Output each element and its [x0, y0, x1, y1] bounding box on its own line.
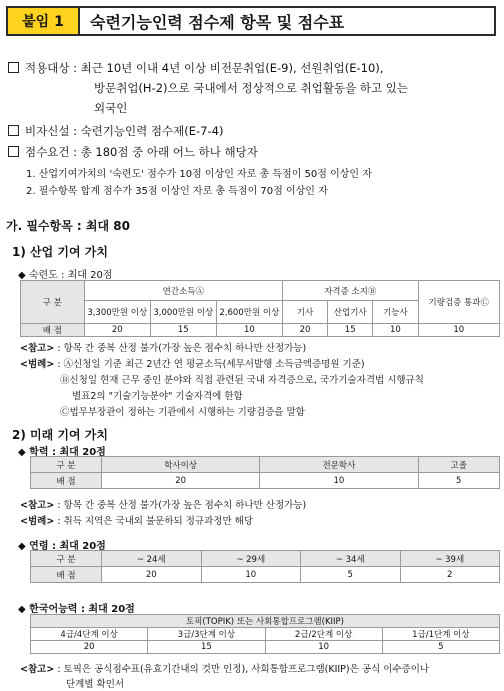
checkbox-square-icon: [8, 125, 19, 136]
table-cell: 15: [148, 641, 265, 654]
target-text-3: 외국인: [94, 101, 128, 115]
table-cell: 15: [150, 324, 216, 337]
skill-table: [20, 280, 500, 337]
table-header: 전문학사: [260, 457, 418, 473]
table-header: 자격증 소지Ⓑ: [282, 281, 418, 301]
table-cell: 10: [260, 473, 418, 489]
target-text-1: 최근 10년 이내 4년 이상 비전문취업(E-9), 선원취업(E-10),: [80, 61, 384, 75]
section-a-title: 가. 필수항목 : 최대 80: [6, 219, 130, 233]
diamond-bullet-icon: ◆: [18, 270, 29, 281]
table-cell: 10: [418, 324, 499, 337]
table-cell: 10: [373, 324, 418, 337]
visa-text: 비자신설 : 숙련기능인력 점수제(E-7-4): [25, 124, 224, 138]
diamond-bullet-icon: ◆: [18, 604, 30, 615]
table-header: ~ 24세: [102, 551, 202, 567]
requirement-2: 2. 필수항목 합계 점수가 35점 이상인 자로 총 득점이 70점 이상인 자: [26, 186, 328, 197]
table-header: 구 분: [21, 281, 85, 324]
table-header: 2급/2단계 이상: [265, 628, 382, 641]
korean-heading: ◆ 한국어능력 : 최대 20점: [18, 604, 135, 615]
skill-criteria-b2: 별표2의 "기술기능분야" 기술자격에 한함: [72, 391, 243, 402]
table-header: 토픽(TOPIK) 또는 사회통합프로그램(KIIP): [31, 615, 500, 628]
table-header: 4급/4단계 이상: [31, 628, 148, 641]
skill-heading: ◆ 숙련도 : 최대 20점: [18, 270, 113, 281]
requirement-text: 점수요건 : 총 180점 중 아래 어느 하나 해당자: [25, 145, 258, 159]
appendix-badge: 붙임 1: [8, 8, 80, 34]
table-cell: 20: [282, 324, 327, 337]
table-header: 1급/1단계 이상: [382, 628, 499, 641]
table-cell: 2,600만원 이상: [216, 301, 282, 324]
table-cell: 10: [216, 324, 282, 337]
table-cell: 기능사: [373, 301, 418, 324]
table-cell: 배 점: [31, 567, 102, 583]
diamond-bullet-icon: ◆: [18, 447, 30, 458]
skill-note: <참고> : 항목 간 중복 산정 불가(가장 높은 점수치 하나만 산정가능): [20, 343, 307, 354]
table-cell: 배 점: [31, 473, 102, 489]
table-header: ~ 34세: [301, 551, 401, 567]
edu-heading: ◆ 학력 : 최대 20점: [18, 447, 106, 458]
table-cell: 20: [84, 324, 150, 337]
table-header: 구 분: [31, 457, 102, 473]
table-cell: 2: [400, 567, 500, 583]
table-header: ~ 29세: [201, 551, 301, 567]
korean-note: <참고> : 토픽은 공식점수표(유효기간내의 것만 인정), 사회통합프로그램(KIIP)은 공식 이수증이나: [20, 664, 430, 675]
table-cell: 15: [328, 324, 373, 337]
table-cell: 10: [201, 567, 301, 583]
table-cell: 기사: [282, 301, 327, 324]
table-cell: 10: [265, 641, 382, 654]
table-header: 구 분: [31, 551, 102, 567]
table-header: 학사이상: [102, 457, 260, 473]
table-cell: 20: [102, 567, 202, 583]
skill-criteria-b1: Ⓑ신청일 현재 근무 중인 분야와 직접 관련된 국내 자격증으로, 국가기술자격법 시행규칙: [60, 375, 424, 386]
edu-criteria: <범례> : 취득 지역은 국내외 불문하되 정규과정만 해당: [20, 516, 253, 527]
table-cell: 5: [382, 641, 499, 654]
table-header: ~ 39세: [400, 551, 500, 567]
edu-note: <참고> : 항목 간 중복 산정 불가(가장 높은 점수치 하나만 산정가능): [20, 500, 307, 511]
checkbox-square-icon: [8, 146, 19, 157]
table-header: 고졸: [418, 457, 500, 473]
table-header: 연간소득Ⓐ: [84, 281, 282, 301]
target-line-1: 적용대상 : 최근 10년 이내 4년 이상 비전문취업(E-9), 선원취업(E-10),: [8, 60, 383, 76]
age-heading: ◆ 연령 : 최대 20점: [18, 541, 106, 552]
visa-line: [8, 123, 223, 139]
future-title: 2) 미래 기여 가치: [12, 428, 108, 442]
requirement-line: [8, 144, 258, 160]
table-cell: 20: [31, 641, 148, 654]
table-header: 기량검증 통과Ⓒ: [418, 281, 499, 324]
edu-table: [30, 456, 500, 489]
requirement-1: 1. 산업기여가치의 '숙련도' 점수가 10점 이상인 자로 총 득점이 50점 이상인 자: [26, 169, 372, 180]
korean-note-2: 단계별 확인서: [66, 679, 125, 690]
skill-criteria-c: Ⓒ법무부장관이 정하는 기관에서 시행하는 기량검증을 말함: [60, 407, 305, 418]
table-cell: 3,300만원 이상: [84, 301, 150, 324]
target-text-2: 방문취업(H-2)으로 국내에서 정상적으로 취업활동을 하고 있는: [94, 81, 408, 95]
table-cell: 5: [301, 567, 401, 583]
page-title: 숙련기능인력 점수제 항목 및 점수표: [90, 12, 345, 32]
age-table: [30, 550, 500, 583]
skill-criteria-a: <범례> : Ⓐ신청일 기준 최근 2년간 연 평균소득(세무서발행 소득금액증명원 기준): [20, 359, 365, 370]
korean-table: [30, 614, 500, 654]
table-cell: 배 점: [21, 324, 85, 337]
table-cell: 5: [418, 473, 500, 489]
industry-title: 1) 산업 기여 가치: [12, 245, 108, 259]
title-banner: [6, 6, 496, 36]
table-cell: 산업기사: [328, 301, 373, 324]
diamond-bullet-icon: ◆: [18, 541, 30, 552]
table-cell: 20: [102, 473, 260, 489]
checkbox-square-icon: [8, 62, 19, 73]
table-header: 3급/3단계 이상: [148, 628, 265, 641]
table-cell: 3,000만원 이상: [150, 301, 216, 324]
